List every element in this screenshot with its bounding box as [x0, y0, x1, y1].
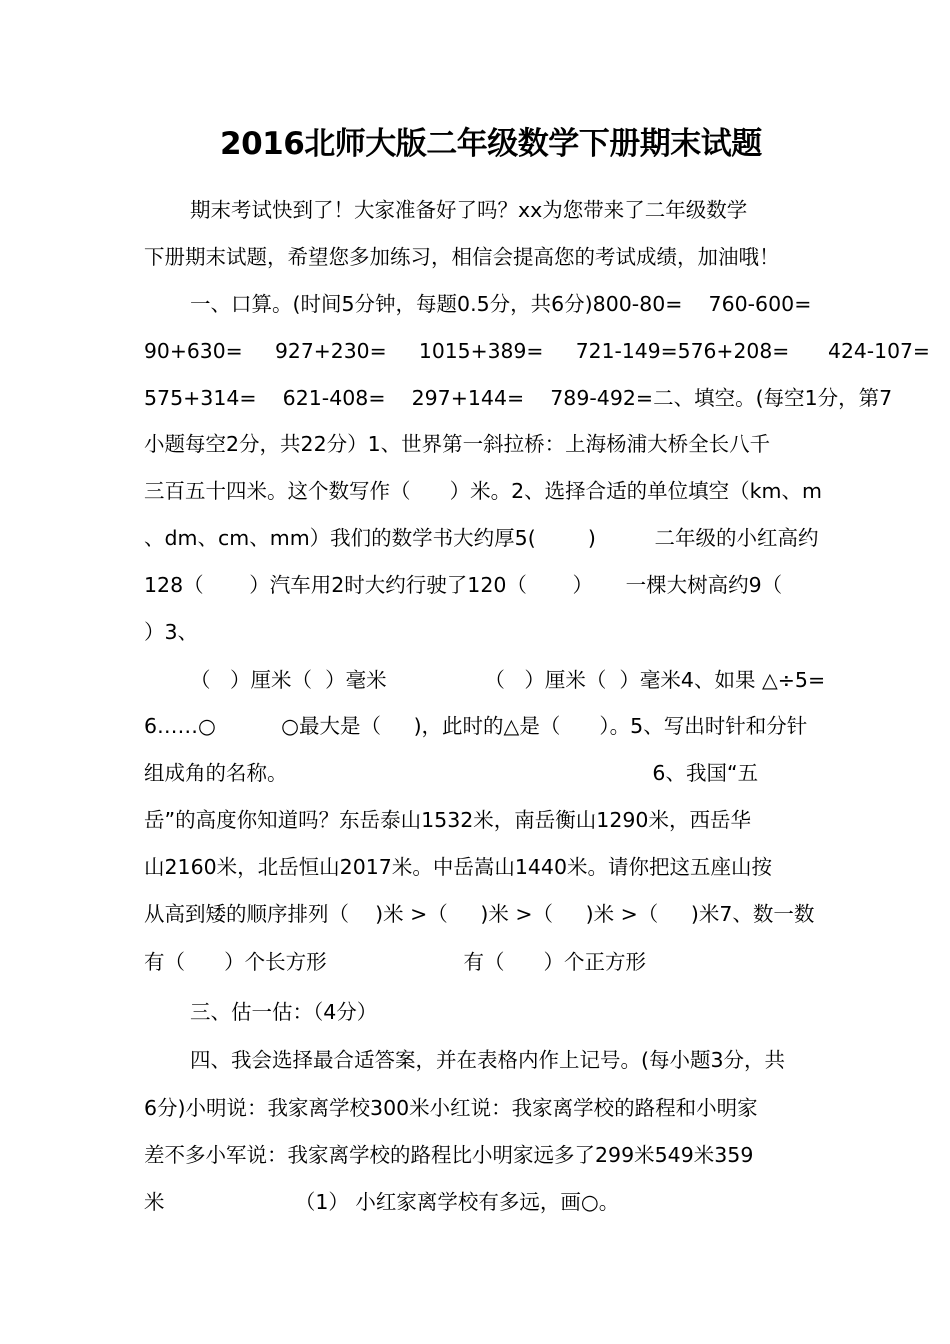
text-line: 575+314= 621-408= 297+144= 789-492=二、填空。(每空1分，第7: [144, 386, 893, 410]
text-line: 、dm、cm、mm）我们的数学书大约厚5( ) 二年级的小红高约: [144, 526, 819, 550]
text-line: 90+630= 927+230= 1015+389= 721-149=576+208= 424-107=: [144, 339, 930, 363]
text-line: 三百五十四米。这个数写作（ ）米。2、选择合适的单位填空（km、m: [144, 479, 822, 503]
text-line: 一、口算。(时间5分钟，每题0.5分，共6分)800-80= 760-600=: [190, 292, 812, 316]
text-line: 小题每空2分，共22分）1、世界第一斜拉桥：上海杨浦大桥全长八千: [144, 432, 771, 456]
text-line: 期末考试快到了！大家准备好了吗？xx为您带来了二年级数学: [190, 198, 748, 222]
text-line: 128（ ）汽车用2时大约行驶了120（ ） 一棵大树高约9（: [144, 573, 783, 597]
text-line: 差不多小军说：我家离学校的路程比小明家远多了299米549米359: [144, 1143, 754, 1167]
text-line: 山2160米，北岳恒山2017米。中岳嵩山1440米。请你把这五座山按: [144, 855, 773, 879]
text-line: 6分)小明说：我家离学校300米小红说：我家离学校的路程和小明家: [144, 1096, 758, 1120]
text-line: 组成角的名称。 6、我国“五: [144, 761, 759, 785]
text-line: （ ）厘米（ ）毫米 （ ）厘米（ ）毫米4、如果 △÷5=: [190, 668, 826, 692]
text-line: 四、我会选择最合适答案，并在表格内作上记号。(每小题3分，共: [190, 1048, 786, 1072]
text-line: 岳”的高度你知道吗？东岳泰山1532米，南岳衡山1290米，西岳华: [144, 808, 751, 832]
text-line: 米 （1） 小红家离学校有多远，画○。: [144, 1190, 620, 1214]
document-title: 2016北师大版二年级数学下册期末试题: [220, 126, 762, 162]
text-line: 6……○ ○最大是（ )，此时的△是（ ）。5、写出时针和分针: [144, 714, 808, 738]
text-line: 从高到矮的顺序排列（ )米 >（ )米 >（ )米 >（ )米7、数一数: [144, 902, 815, 926]
text-line: 三、估一估：（4分）: [190, 1000, 378, 1024]
text-line: ）3、: [144, 620, 199, 644]
text-line: 有（ ）个长方形 有（ ）个正方形: [144, 950, 647, 974]
text-line: 下册期末试题，希望您多加练习，相信会提高您的考试成绩，加油哦！: [144, 245, 780, 269]
